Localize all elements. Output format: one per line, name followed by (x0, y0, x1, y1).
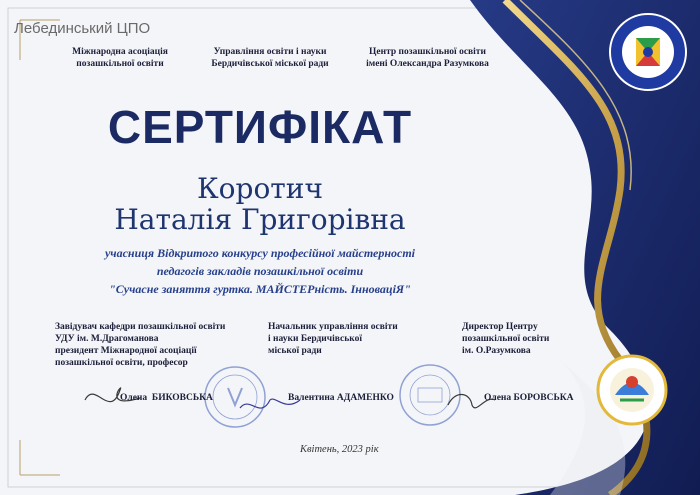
stamp-seal-2 (400, 365, 460, 425)
description-line-1: учасниця Відкритого конкурсу професійної майстерності (104, 246, 416, 260)
description-line-2: педагогів закладів позашкільної освіти (156, 264, 364, 278)
recipient-given-name: Наталія Григорівна (114, 203, 406, 236)
org-education-department (200, 46, 340, 70)
signatory-3-position: Директор Центру позашкільної освіти ім. О.Разумкова (462, 322, 550, 356)
signatory-2-name: Валентина АДАМЕНКО (288, 393, 394, 403)
signatory-1-position: Завідувач кафедри позашкільної освіти УДУ ім. М.Драгоманова президент Міжнародної асоціації позашкільної освіти, професор (55, 322, 226, 368)
org-international-association (55, 46, 185, 70)
signatory-2-position: Начальник управління освіти і науки Бердичівської міської ради (268, 322, 398, 356)
corner-ornament (20, 440, 60, 475)
after-school-education-logo (610, 14, 686, 90)
description-line-3: "Сучасне заняття гуртка. МАЙСТЕРність. ІнноваціЯ" (109, 282, 411, 296)
certificate-title: СЕРТИФІКАТ (107, 101, 413, 153)
org-label: Центр позашкільної освіти імені Олександра Разумкова (366, 47, 489, 69)
stamp-seal-1 (205, 367, 265, 427)
signatory-1-name: Олена БИКОВСЬКА (120, 393, 213, 403)
org-label: Міжнародна асоціація позашкільної освіти (72, 47, 168, 69)
center-razumkov-logo (598, 356, 666, 424)
org-label: Управління освіти і науки Бердичівської міської ради (211, 47, 329, 69)
signatory-3-name: Олена БОРОВСЬКА (484, 393, 574, 403)
recipient-surname: Коротич (197, 172, 323, 205)
issue-date: Квітень, 2023 рік (300, 444, 379, 455)
watermark-text: Лебединський ЦПО (14, 20, 151, 37)
org-razumkov-center (355, 46, 500, 70)
